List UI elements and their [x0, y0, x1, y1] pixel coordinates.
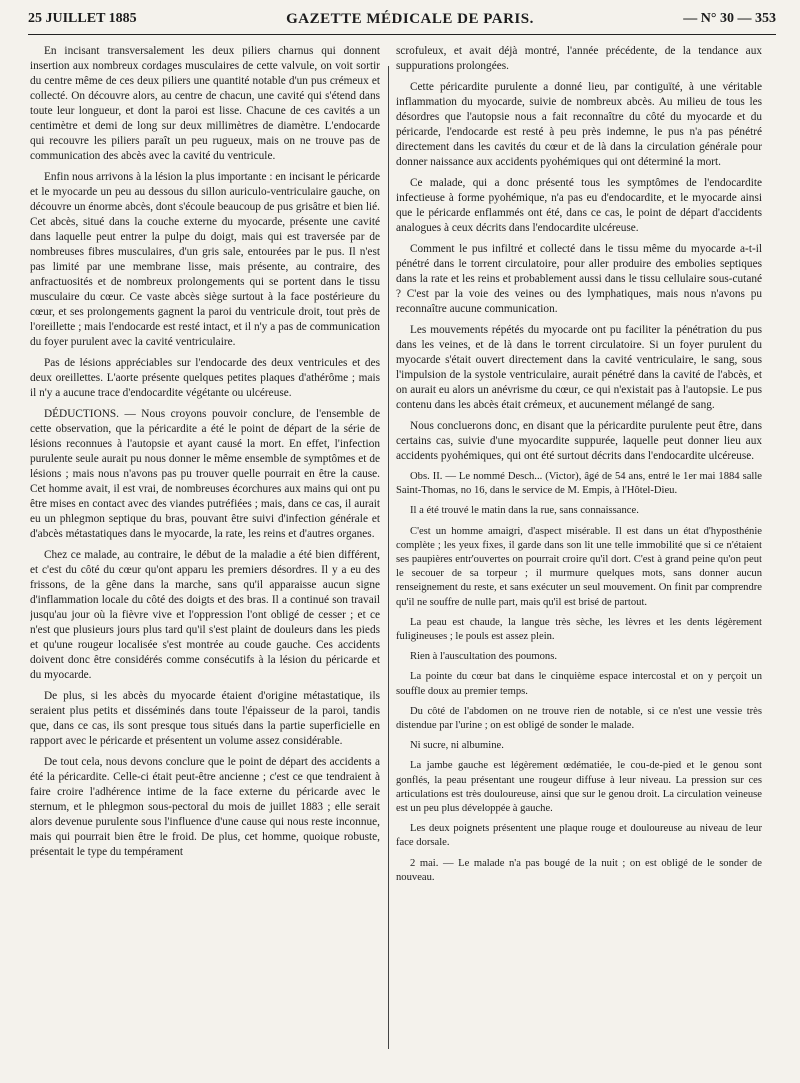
paragraph: La jambe gauche est légèrement œdématiée, le cou-de-pied et le genou sont gonflés, la peau présentant une rougeur diffuse à leur niveau. La pression sur ces articulations est très douloureuse, ainsi que sur le genou droit. La circulation veineuse est un peu plus développée à gauche. [396, 760, 762, 815]
paragraph: Chez ce malade, au contraire, le début de la maladie a été bien différent, et c'est du côté du cœur qu'ont apparu les premiers désordres. Il y a eu des frissons, de la gêne dans la marche, sans qu'il apparaisse aucun signe d'inflammation locale du côté des doigts et des bras. Il a continué son travail jusqu'au jour où la fièvre vive et l'oppression l'ont obligé de cesser ; et ce n'est que plusieurs jours plus tard qu'il s'est plaint de douleurs dans les pieds et qu'une rougeur localisée s'est montrée au coude gauche. Ces accidents doivent donc être considérés comme consécutifs à la lésion du péricarde et du myocarde. [30, 549, 380, 681]
paragraph: Il a été trouvé le matin dans la rue, sans connaissance. [410, 505, 639, 517]
paragraph: 2 mai. — Le malade n'a pas bougé de la nuit ; on est obligé de le sonder de nouveau. [396, 857, 762, 883]
header-rule [28, 34, 776, 35]
paragraph: La peau est chaude, la langue très sèche, les lèvres et les dents légèrement fuligineuses ; le pouls est assez plein. [396, 616, 762, 643]
paragraph: C'est un homme amaigri, d'aspect misérable. Il est dans un état d'hyposthénie complète ; les yeux fixes, il garde dans son lit une telle immobilité que si ce n'étaient ses paupières entr'ouvertes on pourrait croire qu'il dort. C'est à grand peine qu'on peut le secouer de sa torpeur ; il murmure quelques mots, sans donner aucun renseignement du reste, et sans exécuter un seul mouvement. On finit par comprendre qu'il ne souffre de nulle part, mais qu'il est brisé de partout. [396, 525, 762, 608]
paragraph: scrofuleux, et avait déjà montré, l'année précédente, de la tendance aux suppurations prolongées. [396, 45, 762, 72]
paragraph: Nous concluerons donc, en disant que la péricardite purulente peut être, dans certains cas, suivie d'une myocardite suppurée, laquelle peut donner lieu aux accidents pyohémiques, qui ont été surtout décrits dans l'endocardite ulcéreuse. [396, 420, 762, 462]
paragraph: De tout cela, nous devons conclure que le point de départ des accidents a été la péricardite. Celle-ci était peut-être ancienne ; c'est ce que tendraient à faire croire l'adhérence intime de la face externe du péricarde avec le sternum, et le phlegmon sous-pectoral du mois de juillet 1883 ; elle serait alors devenue purulente sous l'influence d'une cause qui nous reste inconnue, mais qui pourrait bien être le froid. De plus, cet homme, quoique robuste, présentait le type du tempérament [30, 756, 380, 858]
paragraph: Du côté de l'abdomen on ne trouve rien de notable, si ce n'est une vessie très distendue par l'urine ; on est obligé de sonder le malade. [396, 705, 762, 732]
page-number: — N° 30 — 353 [683, 11, 776, 26]
left-column [30, 44, 380, 1077]
paragraph: Comment le pus infiltré et collecté dans le tissu même du myocarde a-t-il pénétré dans le torrent circulatoire, pour aller produire des embolies septiques dans la rate et les reins et probablement aussi dans le tissu cellulaire sous-cutané ? C'est par la voie des veines ou des lymphatiques, mais nous n'avons pu reconnaître aucune communication. [396, 243, 762, 315]
page-header [28, 6, 776, 32]
header-date: 25 JUILLET 1885 [28, 11, 137, 26]
journal-title: GAZETTE MÉDICALE DE PARIS. [286, 10, 534, 27]
paragraph: Ce malade, qui a donc présenté tous les symptômes de l'endocardite infectieuse à forme pyohémique, n'a pas eu d'endocardite, et le myocarde ainsi que le péricarde enflammés ont été, dans ce cas, le point de départ d'accidents analogues à ceux décrits dans l'endocardite ulcéreuse. [396, 177, 762, 234]
observation-heading: Obs. II. — Le nommé Desch... (Victor), âgé de 54 ans, entré le 1er mai 1884 salle Saint-Thomas, no 16, dans le service de M. Empis, à l'Hôtel-Dieu. [396, 471, 762, 497]
paragraph: Enfin nous arrivons à la lésion la plus importante : en incisant le péricarde et le myocarde un peu au dessous du sillon auriculo-ventriculaire gauche, on découvre un énorme abcès, dont s'écoule beaucoup de pus grisâtre et bien lié. Cet abcès, situé dans la couche externe du myocarde, présente une cavité dans laquelle peut entrer la pulpe du doigt, mais qui est traversée par de nombreuses fibres musculaires, d'un gris sale, entourées par le pus. Il n'est pas limité par une membrane lisse, mais présente, au contraire, des anfractuosités et de nombreux prolongements qui se portent dans le tissu musculaire du cœur. Ce vaste abcès siège surtout à la face postérieure du cœur, et ses prolongements gagnent la paroi du ventricule droit, tout près de l'oreillette ; mais l'endocarde est resté intact, et il n'y a pas de communication du foyer purulent avec la cavité ventriculaire. [30, 171, 380, 348]
paragraph: Cette péricardite purulente a donné lieu, par contiguïté, à une véritable inflammation du myocarde, suivie de nombreux abcès. Au milieu de tous les désordres que l'autopsie nous a fait reconnaître du côté du myocarde et du péricarde, l'endocarde est resté à peu près indemne, le pus n'a pas pénétré directement dans les cavités du cœur et de là dans la circulation générale pour donner naissance aux accidents pyohémiques qui ont déterminé la mort. [396, 81, 762, 168]
paragraph: Pas de lésions appréciables sur l'endocarde des deux ventricules et des deux oreillettes. L'aorte présente quelques petites plaques d'athérôme ; mais il n'y a aucune trace d'endocardite végétante ou ulcéreuse. [30, 357, 380, 399]
paragraph: Les deux poignets présentent une plaque rouge et douloureuse au niveau de leur face dorsale. [396, 823, 762, 849]
column-divider [388, 66, 389, 1049]
paragraph: En incisant transversalement les deux piliers charnus qui donnent insertion aux nombreux cordages musculaires de cette valvule, on voit sortir du centre même de ces deux piliers une quantité notable d'un pus crémeux et collecté. On découvre alors, au centre de chacun, une cavité qui s'étend dans toute leur longueur, et dont la paroi est lisse. Chacune de ces cavités a un centimètre et demi de long sur deux millimètres de diamètre. L'endocarde qui recouvre les piliers paraît un peu rugueux, mais on ne trouve pas de communication des abcès avec la cavité du ventricule. [30, 45, 380, 162]
paragraph: DÉDUCTIONS. — Nous croyons pouvoir conclure, de l'ensemble de cette observation, que la péricardite a été le point de départ de la série de lésions reconnues à l'autopsie et ayant causé la mort. En effet, l'infection purulente seule aurait pu nous donner le même ensemble de symptômes et de lésions ; mais nous n'avons pas pu trouver quelle pourrait en être la cause. Cet homme avait, il est vrai, de nombreuses écorchures aux mains qui ont pu être mises en contact avec des viandes putréfiées ; mais, dans ce cas, il aurait eu un phlegmon septique du bras, pouvant être suivi d'infection générale et d'abcès métastatiques dans le myocarde, la rate, les reins et d'autres organes. [30, 408, 380, 540]
paragraph: Les mouvements répétés du myocarde ont pu faciliter la pénétration du pus dans les veines, et de là dans le torrent circulatoire. Si un foyer purulent du myocarde s'était ouvert directement dans la cavité ventriculaire, le sang, sous l'impulsion de la systole ventriculaire, aurait pénétré dans la cavité de l'abcès, et on aurait eu alors un anévrisme du cœur, ce qui n'existait pas à l'autopsie. Le pus contenu dans les abcès était crémeux, et aucunement mélangé de sang. [396, 324, 762, 411]
paragraph: La pointe du cœur bat dans le cinquième espace intercostal et on y perçoit un souffle doux au premier temps. [396, 671, 762, 697]
paragraph: De plus, si les abcès du myocarde étaient d'origine métastatique, ils seraient plus petits et disséminés dans toute l'épaisseur de la paroi, tandis que, dans ce cas, ils sont presque tous situés dans la partie superficielle en rapport avec le péricarde et présentent un volume assez considérable. [30, 690, 380, 747]
paragraph: Rien à l'auscultation des poumons. [410, 651, 557, 663]
right-column [396, 44, 762, 1077]
paragraph: Ni sucre, ni albumine. [410, 740, 504, 752]
